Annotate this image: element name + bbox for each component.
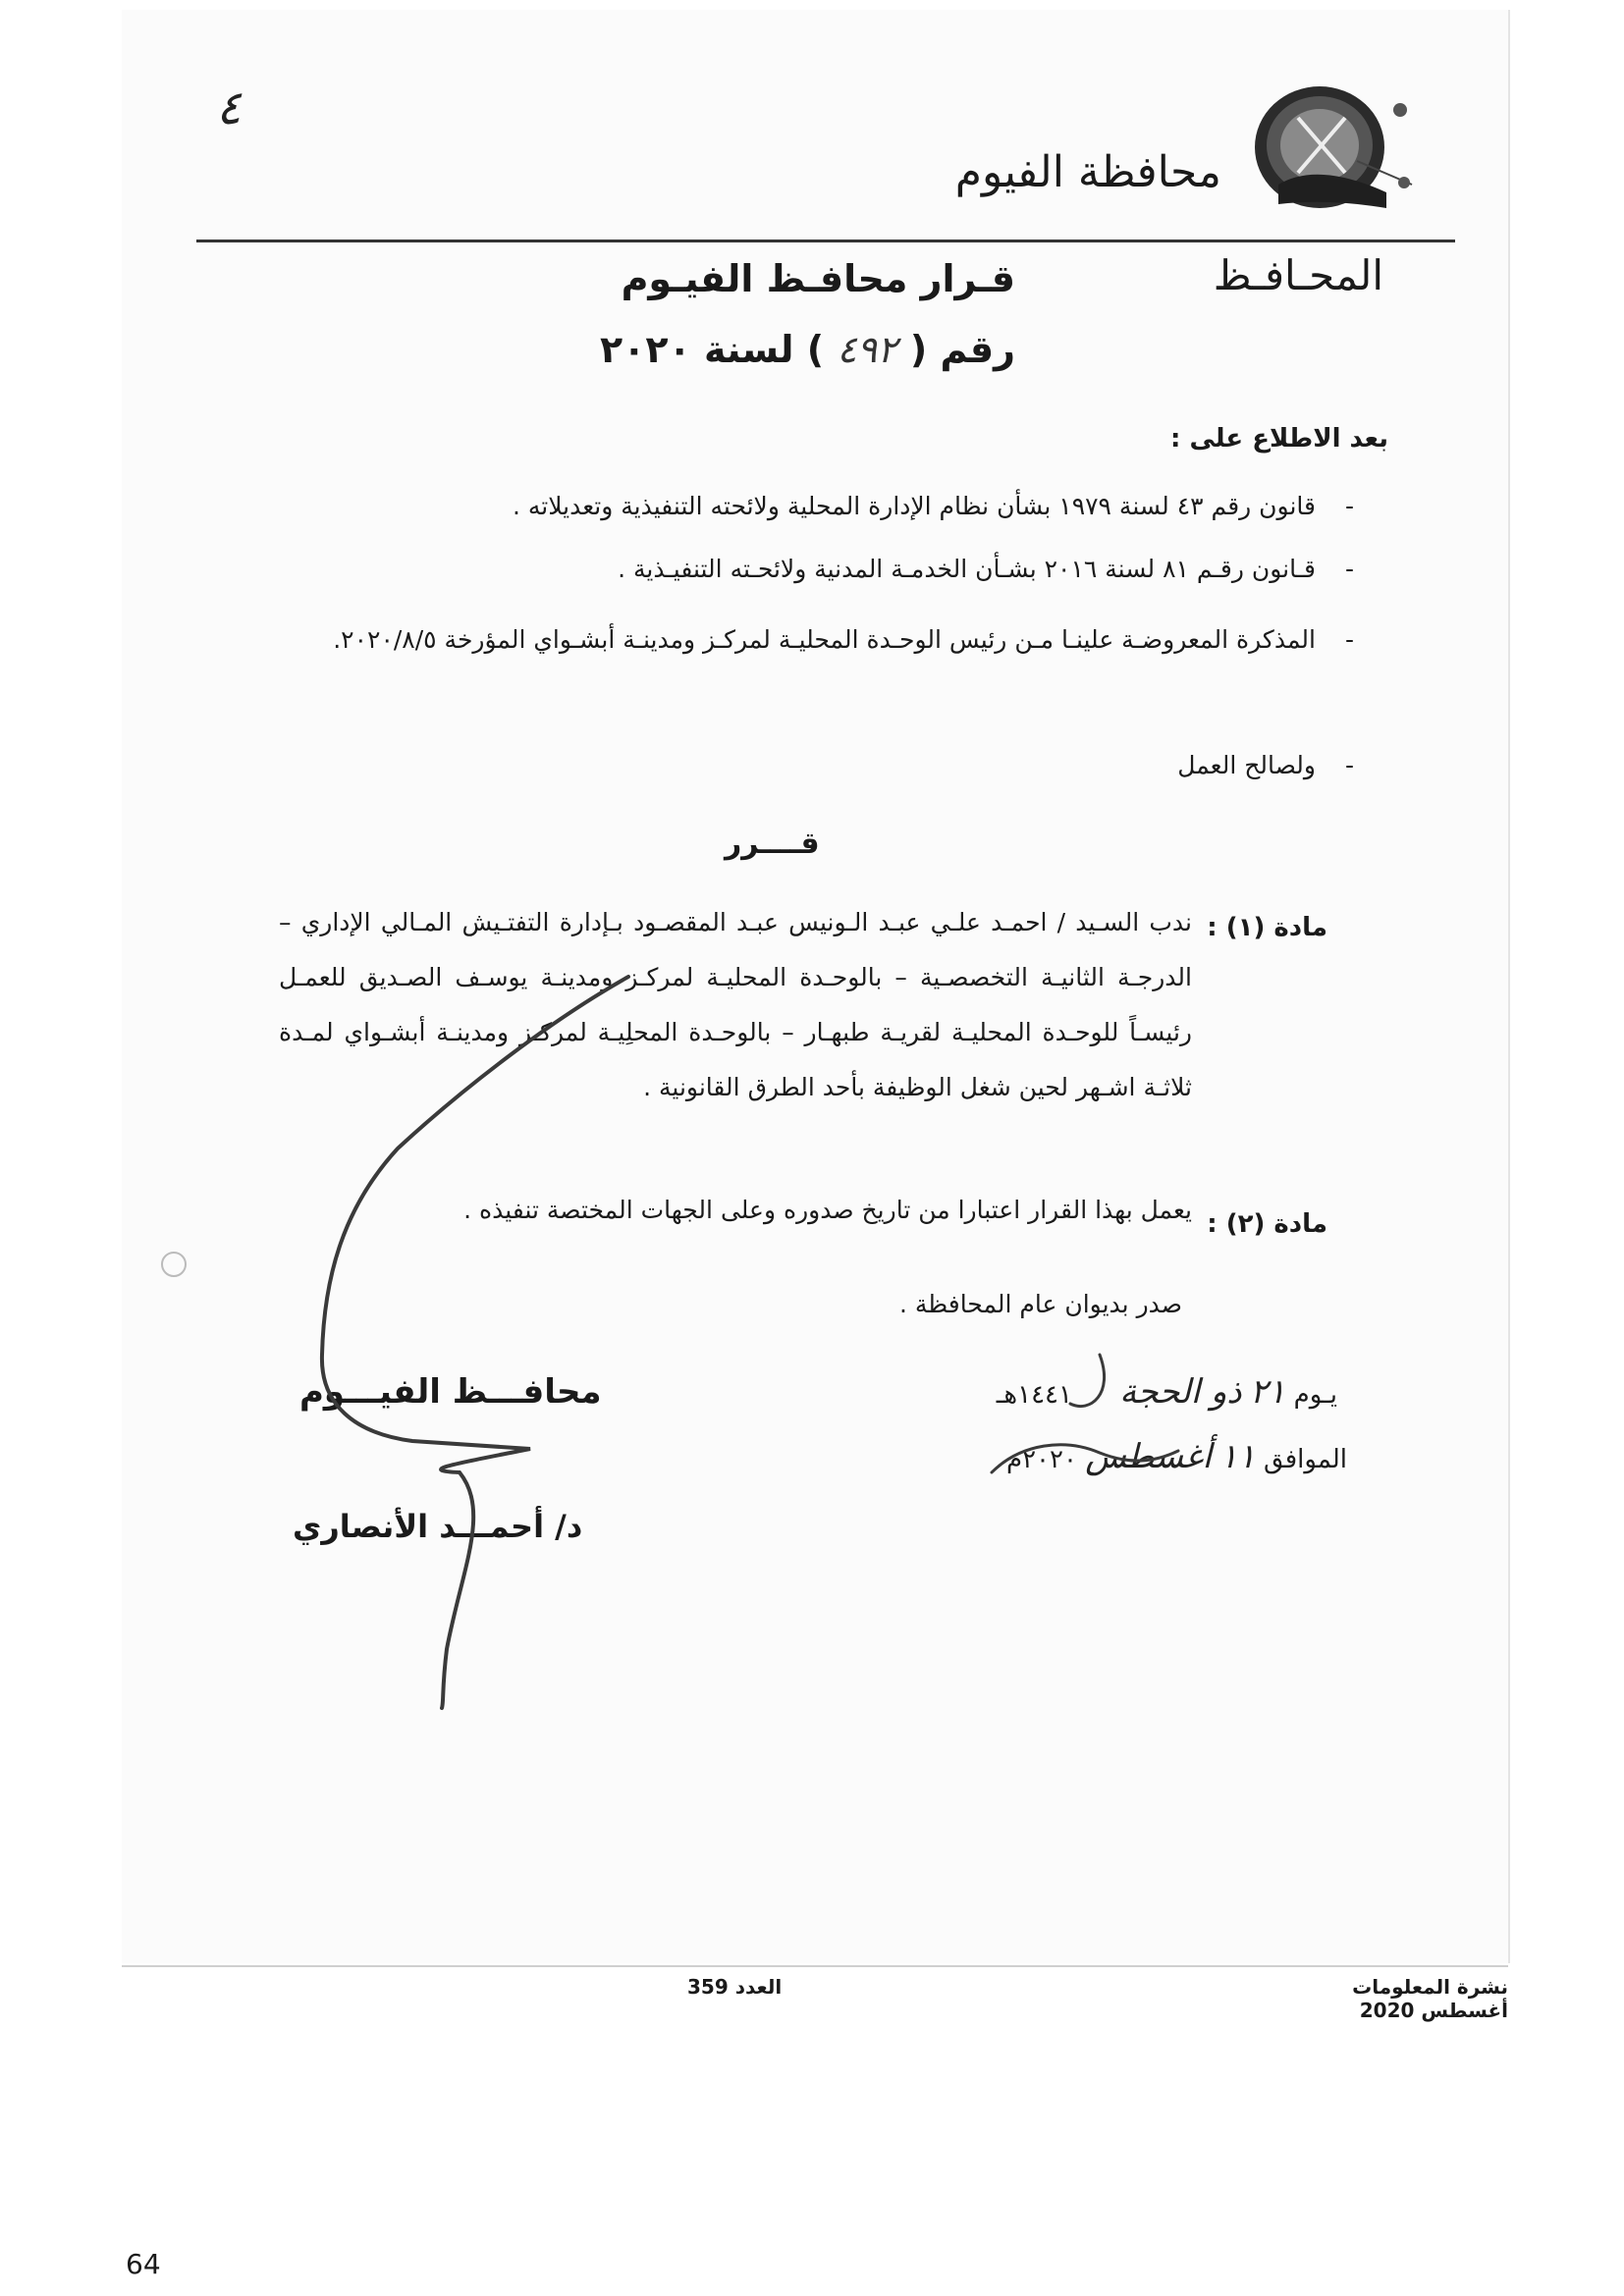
article-1-label: مادة (١) : (1207, 913, 1327, 942)
governor-label: المحـافـظ (1213, 251, 1383, 299)
decree-number-prefix: رقم ( (909, 328, 1015, 371)
gregorian-date: الموافق ١١ أغسطس ٢٠٢٠م (1005, 1437, 1347, 1476)
decree-number-value: ٤٩٢ (837, 328, 897, 371)
preamble-heading: بعد الاطلاع على : (1170, 424, 1388, 454)
preamble-item: -المذكرة المعروضـة علينـا مـن رئيس الوحـدة المحليـة لمركـز ومدينـة أبشـواي المؤرخة ٢٠٢٠/٨/٥. (333, 625, 1354, 654)
article-2-text: يعمل بهذا القرار اعتبارا من تاريخ صدوره وعلى الجهات المختصة تنفيذه . (463, 1196, 1192, 1224)
article-1-text: ندب السـيد / احمـد علـي عبـد الـونيس عبـد المقصـود بـإدارة التفتـيش المـالي الإداري – الدرجـة الثانيـة التخصصـية – بالوحـدة المحليـة لمركـز ومدينـة يوسـف الصـديق للعمـل رئيسـاً للوحـدة المحليـة لقريـة طبهـار – بالوحـدة المحلِيـة لمركـز ومدينـة أبشـواي لمـدة ثلاثـة اشـهر لحين شغل الوظيفة بأحد الطرق القانونية . (279, 908, 1192, 1101)
preamble-item: -ولصالح العمل (1177, 751, 1354, 779)
decree-title: قـرار محافـظ الفيـوم (621, 257, 1015, 300)
signatory-name: د/ أحمـــد الأنصاري (293, 1508, 583, 1545)
footer-publication (1352, 1975, 1508, 2022)
footer-publication-name: نشرة المعلومات (1352, 1975, 1508, 1999)
footer-divider (122, 1965, 1508, 1967)
signature-title: محافـــظ الفيـــوم (299, 1372, 602, 1412)
decree-number-suffix: ) لسنة ٢٠٢٠ (600, 328, 825, 371)
article-2-label: مادة (٢) : (1207, 1209, 1327, 1239)
decision-heading: قــــرر (725, 827, 820, 861)
governorate-name: محافظة الفيوم (954, 147, 1221, 197)
issued-at: صدر بديوان عام المحافظة . (898, 1290, 1182, 1318)
footer-month-year: أغسطس 2020 (1359, 1999, 1508, 2022)
page-number: 64 (126, 2248, 161, 2280)
preamble-item: -قـانون رقـم ٨١ لسنة ٢٠١٦ بشـأن الخدمـة المدنية ولائحـته التنفيـذية . (618, 555, 1354, 583)
handwritten-margin-mark: ٤ (216, 80, 242, 135)
preamble-item: -قانون رقم ٤٣ لسنة ١٩٧٩ بشأن نظام الإدارة المحلية ولائحته التنفيذية وتعديلاته . (512, 492, 1354, 520)
footer-issue-number: العدد 359 (687, 1975, 783, 1999)
hijri-date: يـوم ٢١ ذو الحجة ١٤٤١هـ (996, 1372, 1337, 1412)
